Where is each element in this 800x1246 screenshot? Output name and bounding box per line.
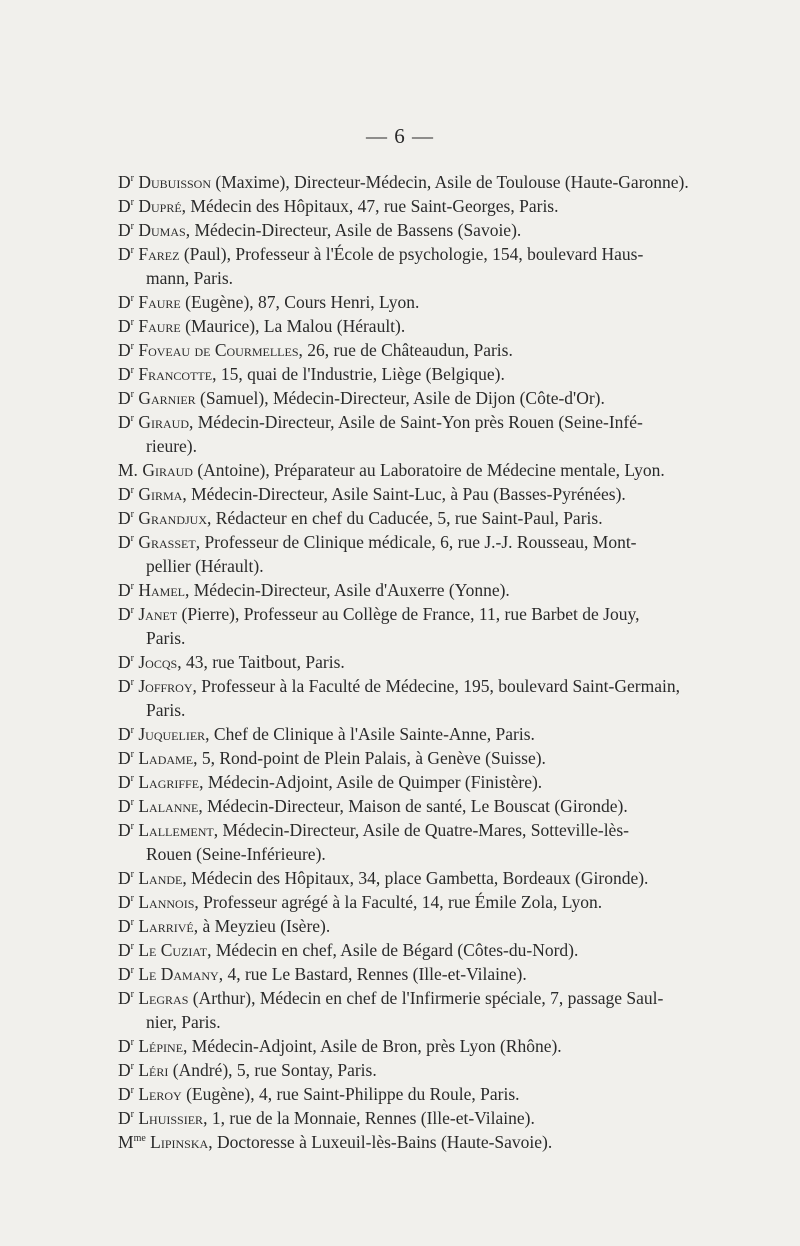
entry-name: Léri [138,1060,169,1080]
entry-title [118,508,134,528]
entry-title-sup: r [130,773,134,785]
entry-title-text: D [118,196,131,216]
entry-title-text: M. [118,460,138,480]
list-item [118,1034,726,1058]
entry-name: Legras [138,988,189,1008]
entry-name: Lalanne [138,796,199,816]
entry-text: (Eugène), 87, Cours Henri, Lyon. [180,292,420,312]
entry-title-text: D [118,748,131,768]
entry-name: Lallement [138,820,214,840]
entry-text: , Médecin-Adjoint, Asile de Bron, près Lyon (Rhône). [183,1036,562,1056]
entry-title-text: D [118,1060,131,1080]
entry-title-sup: r [130,533,134,545]
list-item [118,506,726,530]
entry-title-text: D [118,244,131,264]
entry-continuation: Paris. [146,700,186,720]
entry-title-text: D [118,988,131,1008]
entry-title [118,532,134,552]
list-item [118,938,726,962]
entry-name: Larrivé [138,916,194,936]
entry-title-sup: r [130,821,134,833]
entry-title-text: D [118,892,131,912]
entry-text: , Professeur à la Faculté de Médecine, 195, boulevard Saint-Germain, [192,676,680,696]
entry-text: , 43, rue Taitbout, Paris. [177,652,345,672]
list-item [118,170,726,194]
entry-title-text: D [118,820,131,840]
entry-name: Lipinska [150,1132,209,1152]
list-item [118,314,726,338]
entry-name: Dupré [138,196,182,216]
entry-title-sup: r [130,1085,134,1097]
entry-text: (Eugène), 4, rue Saint-Philippe du Roule, Paris. [181,1084,520,1104]
entry-name: Dumas [138,220,186,240]
entry-name: Joffroy [138,676,193,696]
entry-name: Le Cuziat [138,940,208,960]
entry-name: Dubuisson [138,172,212,192]
entry-name: Farez [138,244,180,264]
entry-title-text: D [118,724,131,744]
entry-title-sup: r [130,1037,134,1049]
entry-name: Grandjux [138,508,208,528]
entry-name: Lannois [138,892,195,912]
entry-continuation: mann, Paris. [146,268,234,288]
entry-title-text: D [118,364,131,384]
entry-text: (Antoine), Préparateur au Laboratoire de Médecine mentale, Lyon. [192,460,665,480]
list-item [118,578,726,602]
list-item [118,410,726,458]
entry-name: Grasset [138,532,196,552]
entry-name: Hamel [138,580,185,600]
entry-title-sup: r [130,1061,134,1073]
entry-title-text: D [118,172,131,192]
entry-title-sup: r [130,365,134,377]
entry-title-sup: r [130,293,134,305]
entry-title-text: D [118,1084,131,1104]
list-item [118,914,726,938]
entry-title-text: D [118,292,131,312]
entry-title-text: D [118,652,131,672]
entry-text: , Doctoresse à Luxeuil-lès-Bains (Haute-Savoie). [208,1132,553,1152]
entry-title-text: D [118,796,131,816]
entry-title-text: D [118,484,131,504]
list-item [118,722,726,746]
list-item [118,1130,726,1154]
entry-title-sup: r [130,389,134,401]
entry-text: , 5, Rond-point de Plein Palais, à Genève (Suisse). [193,748,546,768]
entry-title [118,244,134,264]
entry-title-text: M [118,1132,134,1152]
entry-text: (Pierre), Professeur au Collège de France, 11, rue Barbet de Jouy, [177,604,640,624]
list-item [118,866,726,890]
entry-text: , à Meyzieu (Isère). [193,916,331,936]
entry-title-sup: r [130,581,134,593]
list-item [118,962,726,986]
entry-title-text: D [118,604,131,624]
entry-title-sup: r [130,989,134,1001]
entry-text: , Professeur de Clinique médicale, 6, rue J.-J. Rousseau, Mont- [195,532,637,552]
list-item [118,338,726,362]
member-list [118,170,726,1154]
list-item [118,530,726,578]
entry-name: Garnier [138,388,196,408]
entry-title [118,772,134,792]
entry-title-sup: r [130,893,134,905]
entry-text: , Médecin-Adjoint, Asile de Quimper (Finistère). [199,772,543,792]
entry-title-sup: r [130,653,134,665]
entry-title-text: D [118,220,131,240]
entry-name: Giraud [138,412,189,432]
list-item [118,674,726,722]
entry-title-sup: r [130,605,134,617]
entry-title-text: D [118,1036,131,1056]
entry-text: (Paul), Professeur à l'École de psychologie, 154, boulevard Haus- [179,244,644,264]
list-item [118,602,726,650]
entry-title [118,388,134,408]
entry-text: , Médecin-Directeur, Asile de Quatre-Mares, Sotteville-lès- [213,820,629,840]
entry-continuation: Rouen (Seine-Inférieure). [146,844,326,864]
entry-title-text: D [118,964,131,984]
list-item [118,1058,726,1082]
entry-name: Faure [138,316,181,336]
entry-title [118,292,134,312]
entry-title [118,676,134,696]
entry-title-text: D [118,772,131,792]
entry-title [118,172,134,192]
entry-title-text: D [118,1108,131,1128]
entry-name: Le Damany [138,964,219,984]
entry-text: , Médecin-Directeur, Asile Saint-Luc, à Pau (Basses-Pyrénées). [182,484,626,504]
entry-title [118,1108,134,1128]
entry-title-sup: r [130,749,134,761]
entry-text: , Médecin des Hôpitaux, 47, rue Saint-Georges, Paris. [181,196,559,216]
entry-text: (André), 5, rue Sontay, Paris. [168,1060,377,1080]
entry-title-sup: r [130,725,134,737]
entry-title-sup: r [130,941,134,953]
list-item [118,986,726,1034]
list-item [118,362,726,386]
entry-title [118,196,134,216]
entry-name: Ladame [138,748,194,768]
entry-title-sup: r [130,245,134,257]
list-item [118,194,726,218]
entry-text: (Maurice), La Malou (Hérault). [180,316,406,336]
entry-title [118,940,134,960]
entry-title [118,340,134,360]
entry-title [118,412,134,432]
entry-title [118,220,134,240]
entry-title-sup: r [130,221,134,233]
entry-text: , Professeur agrégé à la Faculté, 14, rue Émile Zola, Lyon. [194,892,603,912]
entry-title [118,484,134,504]
entry-title-text: D [118,940,131,960]
entry-name: Giraud [142,460,193,480]
entry-title-text: D [118,412,131,432]
entry-name: Girma [138,484,183,504]
entry-title-sup: r [130,1109,134,1121]
entry-text: (Arthur), Médecin en chef de l'Infirmerie spéciale, 7, passage Saul- [188,988,664,1008]
entry-name: Francotte [138,364,213,384]
entry-title-sup: r [130,677,134,689]
list-item [118,794,726,818]
entry-text: (Samuel), Médecin-Directeur, Asile de Dijon (Côte-d'Or). [195,388,605,408]
entry-title-text: D [118,316,131,336]
entry-title [118,652,134,672]
entry-title-sup: r [130,485,134,497]
entry-continuation: nier, Paris. [146,1012,221,1032]
entry-title [118,988,134,1008]
entry-name: Lande [138,868,183,888]
entry-title-text: D [118,340,131,360]
list-item [118,818,726,866]
entry-title-text: D [118,916,131,936]
entry-name: Juquelier [138,724,206,744]
entry-name: Foveau de Courmelles [138,340,299,360]
entry-title-sup: r [130,797,134,809]
entry-title [118,724,134,744]
list-item [118,770,726,794]
entry-title-sup: r [130,965,134,977]
entry-name: Lhuissier [138,1108,204,1128]
entry-name: Lagriffe [138,772,200,792]
entry-title-text: D [118,580,131,600]
entry-title [118,820,134,840]
entry-name: Lépine [138,1036,184,1056]
entry-name: Jocqs [138,652,178,672]
list-item [118,482,726,506]
entry-title [118,916,134,936]
entry-title-sup: r [130,869,134,881]
entry-title-sup: r [130,509,134,521]
entry-continuation: pellier (Hérault). [146,556,264,576]
entry-title-text: D [118,508,131,528]
entry-title-sup: r [130,173,134,185]
entry-title [118,796,134,816]
entry-text: , Médecin-Directeur, Asile d'Auxerre (Yonne). [185,580,510,600]
entry-name: Janet [138,604,178,624]
entry-name: Faure [138,292,181,312]
entry-text: , Chef de Clinique à l'Asile Sainte-Anne, Paris. [205,724,535,744]
list-item [118,458,726,482]
entry-title-sup: r [130,197,134,209]
entry-continuation: Paris. [146,628,186,648]
entry-title-text: D [118,868,131,888]
entry-title-text: D [118,532,131,552]
entry-title-sup: r [130,413,134,425]
entry-title [118,460,138,480]
entry-title [118,748,134,768]
entry-title [118,964,134,984]
entry-title [118,892,134,912]
list-item [118,1082,726,1106]
entry-title-sup: r [130,317,134,329]
entry-name: Leroy [138,1084,182,1104]
entry-text: , 4, rue Le Bastard, Rennes (Ille-et-Vilaine). [218,964,527,984]
entry-text: , 1, rue de la Monnaie, Rennes (Ille-et-Vilaine). [203,1108,535,1128]
list-item [118,290,726,314]
entry-text: , Médecin des Hôpitaux, 34, place Gambetta, Bordeaux (Gironde). [182,868,649,888]
entry-continuation: rieure). [146,436,198,456]
entry-text: (Maxime), Directeur-Médecin, Asile de Toulouse (Haute-Garonne). [211,172,689,192]
entry-text: , Médecin-Directeur, Asile de Bassens (Savoie). [185,220,522,240]
list-item [118,650,726,674]
entry-title [118,1132,146,1152]
entry-title [118,1036,134,1056]
entry-text: , 15, quai de l'Industrie, Liège (Belgique). [212,364,505,384]
entry-text: , Médecin-Directeur, Asile de Saint-Yon près Rouen (Seine-Infé- [189,412,643,432]
list-item [118,218,726,242]
entry-title [118,316,134,336]
page-number: — 6 — [366,124,434,148]
list-item [118,1106,726,1130]
entry-text: , Rédacteur en chef du Caducée, 5, rue Saint-Paul, Paris. [207,508,603,528]
entry-title [118,604,134,624]
entry-text: , Médecin-Directeur, Maison de santé, Le Bouscat (Gironde). [198,796,628,816]
entry-text: , Médecin en chef, Asile de Bégard (Côtes-du-Nord). [207,940,579,960]
list-item [118,890,726,914]
list-item [118,386,726,410]
entry-title [118,1084,134,1104]
entry-title [118,580,134,600]
entry-title-text: D [118,388,131,408]
entry-title [118,364,134,384]
entry-title-sup: me [133,1133,146,1145]
entry-title-sup: r [130,341,134,353]
entry-title-sup: r [130,917,134,929]
entry-text: , 26, rue de Châteaudun, Paris. [298,340,513,360]
list-item [118,746,726,770]
entry-title-text: D [118,676,131,696]
list-item [118,242,726,290]
entry-title [118,1060,134,1080]
entry-title [118,868,134,888]
